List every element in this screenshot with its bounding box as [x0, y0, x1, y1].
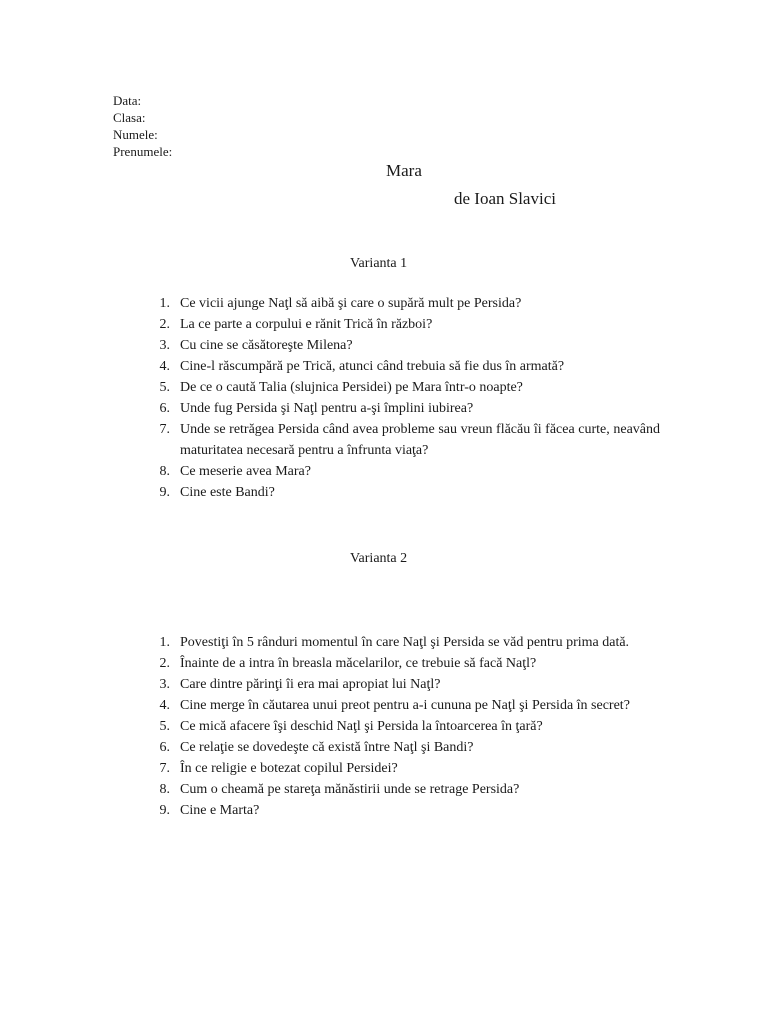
question-number: 4. [159, 698, 170, 713]
field-date-label: Data: [113, 93, 142, 108]
question-text: Cine merge în căutarea unui preot pentru a-i cununa pe Naţl şi Persida în secret? [180, 698, 630, 713]
question-number: 9. [159, 803, 170, 818]
variant-1-heading: Varianta 1 [350, 256, 408, 271]
question-text: Cum o cheamă pe stareţa mănăstirii unde se retrage Persida? [180, 782, 520, 797]
question-text: Cine-l răscumpără pe Trică, atunci când trebuia să fie dus în armată? [180, 359, 565, 374]
question-item [150, 758, 660, 779]
question-text: Povestiţi în 5 rânduri momentul în care Naţl şi Persida se văd pentru prima dată. [180, 635, 630, 650]
question-item [150, 737, 660, 758]
question-text: În ce religie e botezat copilul Persidei? [180, 761, 398, 776]
field-lastname-label: Numele: [113, 127, 158, 142]
question-number: 6. [159, 740, 170, 755]
student-info-fields [113, 92, 172, 160]
question-item [150, 419, 660, 461]
question-text: La ce parte a corpului e rănit Trică în război? [180, 317, 433, 332]
question-number: 4. [159, 359, 170, 374]
question-number: 7. [159, 422, 170, 437]
question-number: 8. [159, 464, 170, 479]
document-title: Mara [386, 161, 422, 180]
question-item [150, 716, 660, 737]
document-author: de Ioan Slavici [454, 189, 556, 208]
question-item [150, 377, 660, 398]
question-item [150, 674, 660, 695]
field-firstname-label: Prenumele: [113, 144, 173, 159]
question-item [150, 800, 660, 821]
question-number: 2. [159, 317, 170, 332]
question-item [150, 779, 660, 800]
question-number: 5. [159, 380, 170, 395]
question-item [150, 314, 660, 335]
variant-2-heading: Varianta 2 [350, 551, 408, 566]
question-text: Ce vicii ajunge Naţl să aibă şi care o supără mult pe Persida? [180, 296, 522, 311]
question-number: 3. [159, 677, 170, 692]
question-text: Cine este Bandi? [180, 485, 275, 500]
question-number: 6. [159, 401, 170, 416]
question-number: 5. [159, 719, 170, 734]
question-item [150, 293, 660, 314]
question-number: 1. [159, 296, 170, 311]
question-item [150, 335, 660, 356]
field-class-label: Clasa: [113, 110, 146, 125]
question-text: Ce mică afacere îşi deschid Naţl şi Persida la întoarcerea în ţară? [180, 719, 543, 734]
variant-2-question-list [150, 632, 660, 821]
question-number: 3. [159, 338, 170, 353]
question-text: Înainte de a intra în breasla măcelarilor, ce trebuie să facă Naţl? [180, 656, 537, 671]
question-text: Unde fug Persida şi Naţl pentru a-şi împlini iubirea? [180, 401, 474, 416]
question-item [150, 653, 660, 674]
question-text: Unde se retrăgea Persida când avea probleme sau vreun flăcău îi făcea curte, neavând maturitatea necesară pentru a înfrunta viaţa? [180, 422, 660, 458]
question-item [150, 461, 660, 482]
variant-1-question-list [150, 293, 660, 503]
question-item [150, 695, 660, 716]
question-item [150, 356, 660, 377]
question-text: Cu cine se căsătoreşte Milena? [180, 338, 353, 353]
question-item [150, 632, 660, 653]
question-text: De ce o caută Talia (slujnica Persidei) pe Mara într-o noapte? [180, 380, 523, 395]
question-number: 8. [159, 782, 170, 797]
question-number: 1. [159, 635, 170, 650]
question-number: 9. [159, 485, 170, 500]
question-item [150, 398, 660, 419]
question-text: Cine e Marta? [180, 803, 260, 818]
question-text: Care dintre părinţi îi era mai apropiat lui Naţl? [180, 677, 441, 692]
question-item [150, 482, 660, 503]
question-number: 2. [159, 656, 170, 671]
question-number: 7. [159, 761, 170, 776]
question-text: Ce relaţie se dovedeşte că există între Naţl şi Bandi? [180, 740, 474, 755]
question-text: Ce meserie avea Mara? [180, 464, 311, 479]
